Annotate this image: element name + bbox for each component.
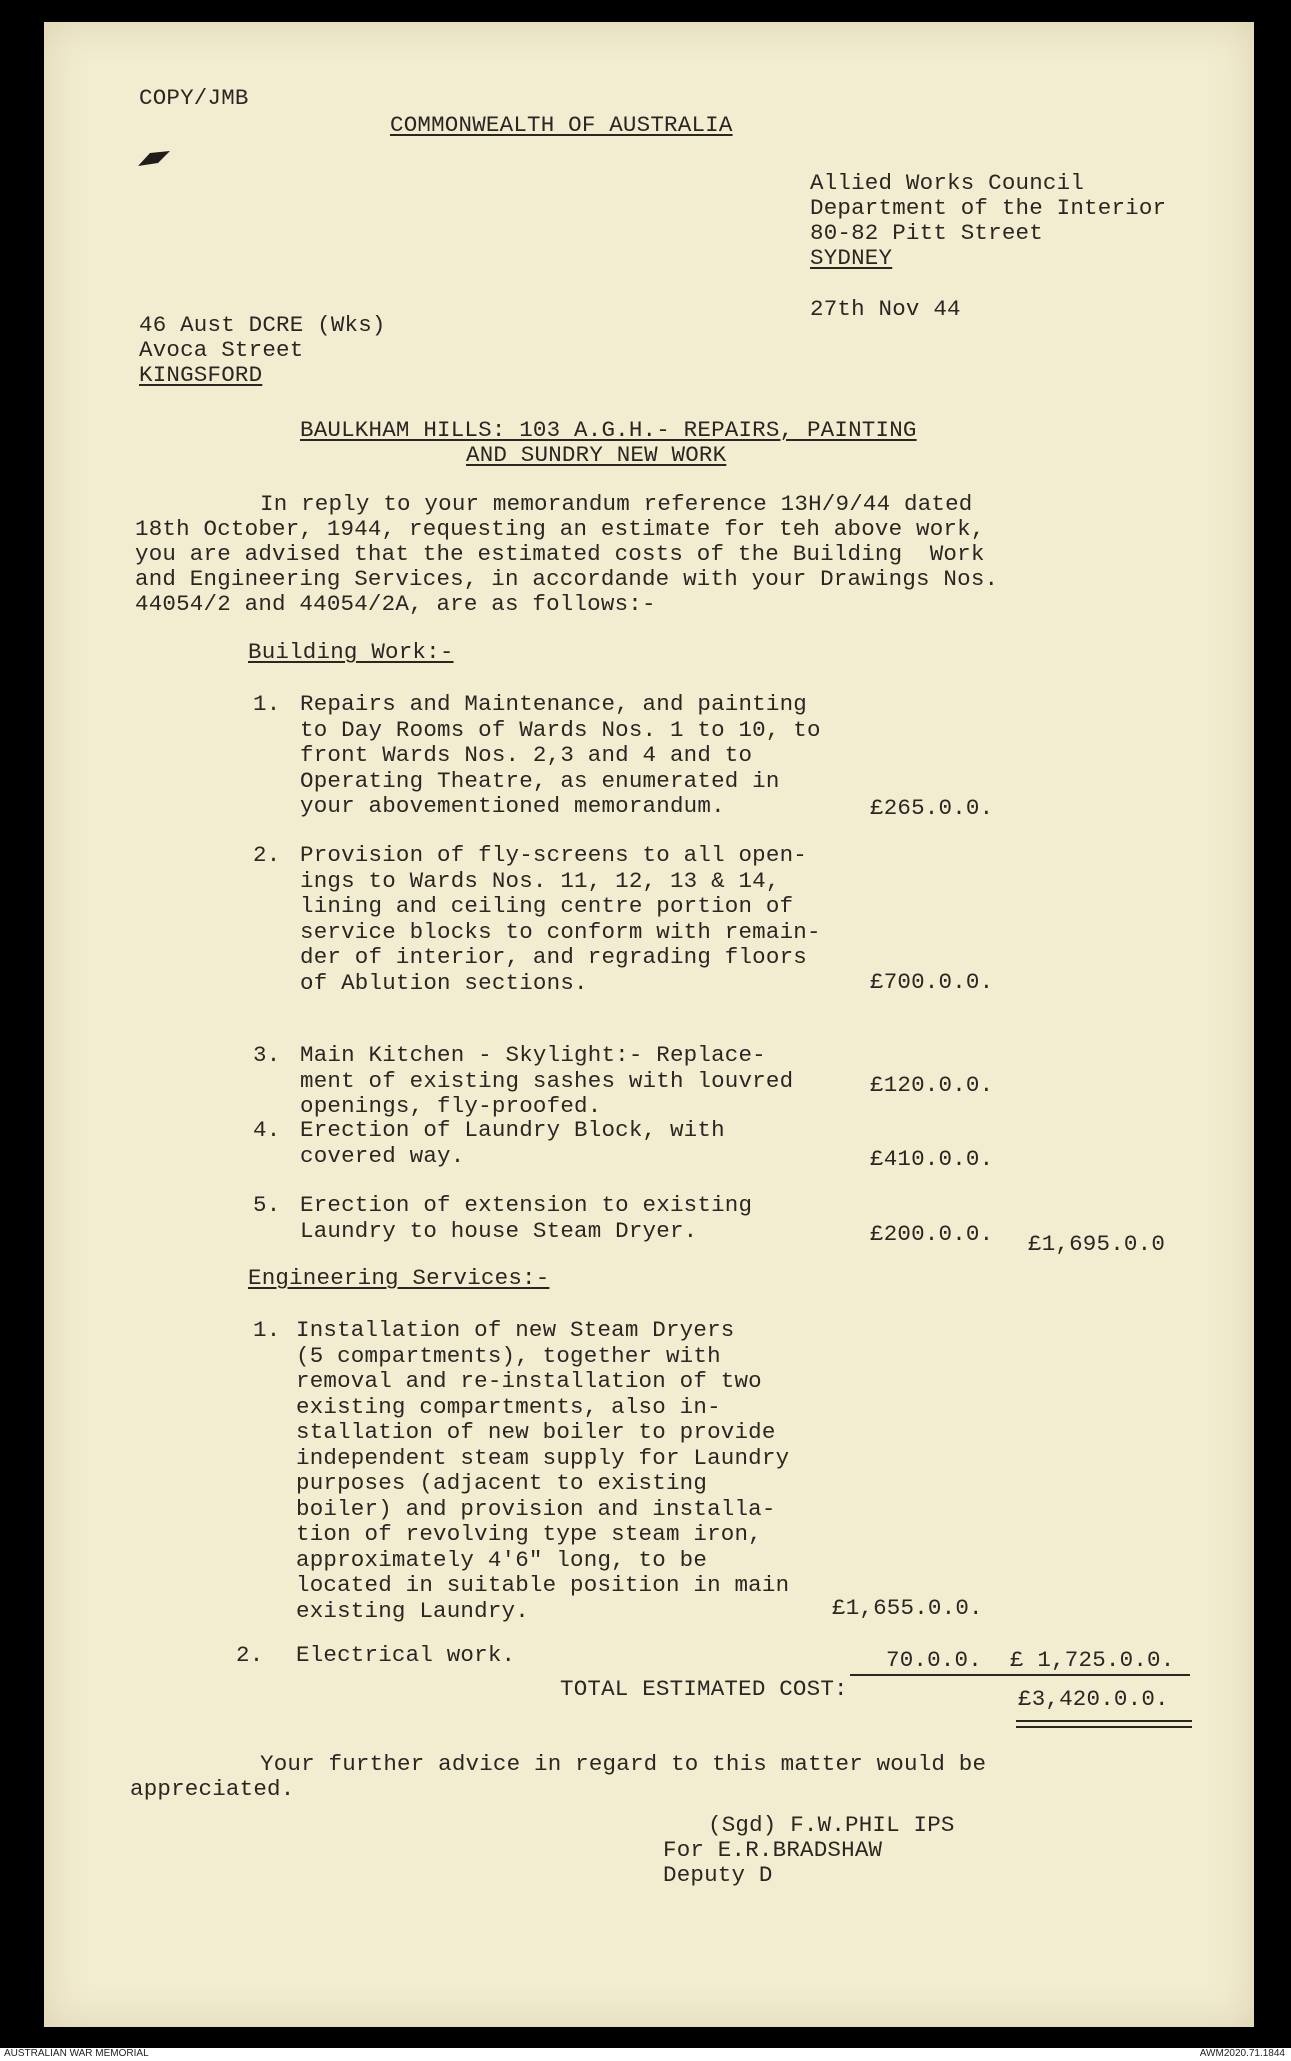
footer-bar [0,2048,1291,2061]
total-label: TOTAL ESTIMATED COST: [560,1676,848,1702]
building-item-amount: £265.0.0. [870,795,994,821]
building-item-amount: £120.0.0. [870,1072,994,1098]
signature-line-1: (Sgd) F.W.PHIL IPS [708,1812,955,1838]
intro-line-3: you are advised that the estimated costs of the Building Work [135,541,985,567]
ink-mark-icon [136,150,172,168]
engineering-heading: Engineering Services:- [248,1265,550,1291]
building-item-amount: £410.0.0. [870,1146,994,1172]
letter-date: 27th Nov 44 [810,296,961,322]
building-item-number: 2. [253,842,281,868]
subject-line-1: BAULKHAM HILLS: 103 A.G.H.- REPAIRS, PAINTING [300,417,917,443]
recipient-city: KINGSFORD [139,362,263,388]
engineering-item-text: Electrical work. [296,1642,516,1668]
engineering-item-amount: 70.0.0. [886,1647,982,1673]
building-subtotal: £1,695.0.0 [1028,1231,1166,1257]
intro-line-2: 18th October, 1944, requesting an estimate for teh above work, [135,516,985,542]
building-item-number: 3. [253,1042,281,1068]
engineering-item-number: 2. [236,1642,264,1668]
building-item-amount: £700.0.0. [870,969,994,995]
signature-line-3: Deputy D [663,1862,773,1888]
total-double-rule-top [1016,1720,1192,1722]
engineering-subtotal: £ 1,725.0.0. [1010,1647,1175,1673]
total-double-rule-bottom [1016,1726,1192,1728]
engineering-item-amount: £1,655.0.0. [832,1595,983,1621]
building-item-text: Erection of Laundry Block, with covered way. [300,1117,725,1169]
building-item-amount: £200.0.0. [870,1221,994,1247]
sender-line-1: Allied Works Council [810,170,1085,196]
intro-line-4: and Engineering Services, in accordande with your Drawings Nos. [135,566,999,592]
closing-line-1: Your further advice in regard to this matter would be [260,1751,987,1777]
subject-line-2: AND SUNDRY NEW WORK [466,442,727,468]
building-item-number: 1. [253,691,281,717]
footer-institution: AUSTRALIAN WAR MEMORIAL [4,2048,149,2059]
recipient-line-1: 46 Aust DCRE (Wks) [139,312,386,338]
document-title: COMMONWEALTH OF AUSTRALIA [390,112,733,138]
intro-line-5: 44054/2 and 44054/2A, are as follows:- [135,591,656,617]
sender-city: SYDNEY [810,245,893,271]
building-item-text: Repairs and Maintenance, and painting to Day Rooms of Wards Nos. 1 to 10, to front Wards Nos. 2,3 and 4 and to Operating Theatre, as enumerated in your abovementioned memorandum. [300,691,821,819]
building-work-heading: Building Work:- [248,639,454,665]
recipient-line-2: Avoca Street [139,337,304,363]
total-value: £3,420.0.0. [1018,1686,1169,1712]
engineering-item-text: Installation of new Steam Dryers (5 compartments), together with removal and re-installation of two existing compartments, also in- stallation of new boiler to provide independent steam supply for Laundry purposes (adjacent to existing boiler) and provision and installa- tion of revolving type steam iron, approximately 4'6" long, to be located in suitable position in main existing Laundry. [296,1317,790,1624]
intro-line-1: In reply to your memorandum reference 13H/9/44 dated [260,491,973,517]
copy-reference: COPY/JMB [139,85,249,111]
engineering-item-number: 1. [253,1317,281,1343]
building-item-text: Erection of extension to existing Laundry to house Steam Dryer. [300,1192,753,1244]
footer-accession-number: AWM2020.71.1844 [1199,2048,1285,2059]
closing-line-2: appreciated. [130,1776,295,1802]
sender-line-2: Department of the Interior [810,195,1167,221]
building-item-text: Provision of fly-screens to all open- ings to Wards Nos. 11, 12, 13 & 14, lining and ceiling centre portion of service blocks to conform with remain- der of interior, and regrading floors of Ablution sections. [300,842,821,996]
sender-line-3: 80-82 Pitt Street [810,220,1043,246]
signature-line-2: For E.R.BRADSHAW [663,1837,883,1863]
building-item-number: 4. [253,1117,281,1143]
building-item-number: 5. [253,1192,281,1218]
building-item-text: Main Kitchen - Skylight:- Replace- ment of existing sashes with louvred openings, fly-proofed. [300,1042,794,1119]
subtotal-rule [850,1674,1190,1676]
